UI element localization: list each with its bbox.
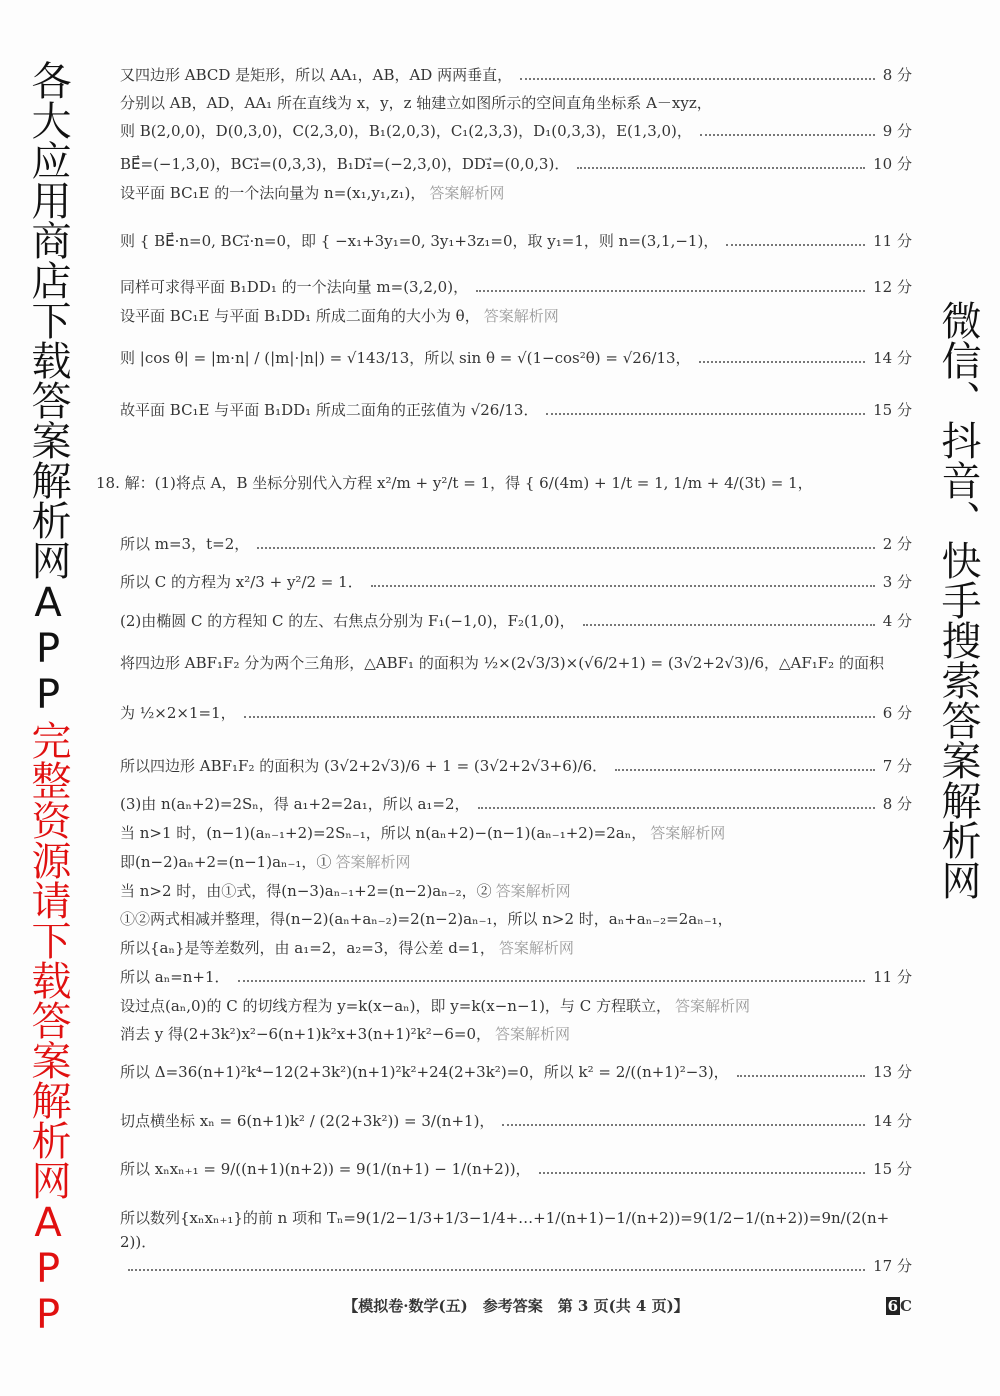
line-text: 18. 解：(1)将点 A，B 坐标分别代入方程 x²/m + y²/t = 1，得 { 6/(4m) + 1/t = 1, 1/m + 4/(3t) = 1，	[96, 474, 813, 492]
dot-leader	[502, 1109, 865, 1126]
answer-line	[120, 609, 912, 651]
answer-line	[120, 275, 912, 304]
dot-leader	[238, 965, 866, 982]
answer-line	[120, 1109, 912, 1157]
answer-line	[120, 821, 912, 850]
answer-line	[120, 907, 912, 936]
answer-line	[120, 398, 912, 471]
answer-line	[120, 792, 912, 821]
answer-line	[120, 1060, 912, 1109]
dot-leader	[371, 570, 875, 587]
answer-line	[120, 936, 912, 965]
line-text: 同样可求得平面 B₁DD₁ 的一个法向量 m=(3,2,0)，	[120, 278, 469, 296]
answer-line	[120, 91, 912, 119]
line-text: 所以{aₙ}是等差数列，由 a₁=2，a₂=3，得公差 d=1，	[120, 939, 495, 957]
answer-line	[120, 1157, 912, 1206]
line-watermark-note: 答案解析网	[674, 997, 750, 1015]
answer-line	[120, 304, 912, 346]
line-text: 所以四边形 ABF₁F₂ 的面积为 (3√2+2√3)/6 + 1 = (3√2+2√3+6)/6．	[120, 757, 608, 775]
score-label: 12 分	[873, 278, 912, 296]
line-text: 为 ½×2×1=1，	[120, 704, 236, 722]
line-text: ①②两式相减并整理，得(n−2)(aₙ+aₙ₋₂)=2(n−2)aₙ₋₁，所以 n>2 时，aₙ+aₙ₋₂=2aₙ₋₁，	[120, 910, 733, 928]
score-label: 15 分	[873, 401, 912, 419]
dot-leader	[615, 754, 875, 771]
answer-line	[120, 754, 912, 792]
line-text: 所以 Δ=36(n+1)²k⁴−12(2+3k²)(n+1)²k²+24(2+3k²)=0，所以 k² = 2/((n+1)²−3)，	[120, 1063, 729, 1081]
dot-leader	[737, 1060, 865, 1077]
score-label: 2 分	[882, 535, 912, 553]
answer-line	[120, 152, 912, 181]
watermark: 完整资源请下载答案解析网APP	[25, 720, 71, 1338]
score-label: 17 分	[873, 1257, 912, 1275]
line-text: 所以 xₙxₙ₊₁ = 9/((n+1)(n+2)) = 9(1/(n+1) − 1/(n+2))，	[120, 1160, 531, 1178]
line-watermark-note: 答案解析网	[335, 853, 411, 871]
line-text: 则 |cos θ| = |m·n| / (|m|·|n|) = √143/13，所以 sin θ = √(1−cos²θ) = √26/13，	[120, 349, 691, 367]
answer-line	[120, 119, 912, 152]
dot-leader	[478, 792, 875, 809]
score-label: 9 分	[882, 122, 912, 140]
line-watermark-note: 答案解析网	[498, 939, 574, 957]
line-text: 消去 y 得(2+3k²)x²−6(n+1)k²x+3(n+1)²k²−6=0，	[120, 1025, 492, 1043]
score-label: 14 分	[873, 1112, 912, 1130]
watermark: 各大应用商店下载答案解析网APP	[25, 60, 71, 718]
line-text: 设平面 BC₁E 与平面 B₁DD₁ 所成二面角的大小为 θ，	[120, 307, 480, 325]
line-watermark-note: 答案解析网	[495, 1025, 571, 1043]
dot-leader	[520, 63, 875, 80]
line-text: 所以 C 的方程为 x²/3 + y²/2 = 1．	[120, 573, 363, 591]
answer-line	[96, 471, 912, 532]
score-label: 10 分	[873, 155, 912, 173]
answer-line	[120, 965, 912, 994]
dot-leader	[700, 119, 875, 136]
score-label: 7 分	[882, 757, 912, 775]
answer-line	[120, 532, 912, 570]
line-watermark-note: 答案解析网	[650, 824, 726, 842]
line-text: 则 { BE⃗·n=0, BC₁⃗·n=0，即 { −x₁+3y₁=0, 3y₁+3z₁=0，取 y₁=1，则 n=(3,1,−1)，	[120, 232, 719, 250]
line-text: 当 n>1 时，(n−1)(aₙ₋₁+2)=2Sₙ₋₁，所以 n(aₙ+2)−(n−1)(aₙ₋₁+2)=2aₙ，	[120, 824, 647, 842]
answer-line	[120, 994, 912, 1022]
answer-line	[120, 570, 912, 609]
watermark: 微信、抖音、快手搜索答案解析网	[935, 300, 981, 900]
line-text: 故平面 BC₁E 与平面 B₁DD₁ 所成二面角的正弦值为 √26/13．	[120, 401, 539, 419]
line-text: (3)由 n(aₙ+2)=2Sₙ，得 a₁+2=2a₁，所以 a₁=2，	[120, 795, 470, 813]
line-watermark-note: 答案解析网	[495, 882, 571, 900]
line-text: 当 n>2 时，由①式，得(n−3)aₙ₋₁+2=(n−2)aₙ₋₂，②	[120, 882, 492, 900]
page-footer: 【模拟卷·数学(五) 参考答案 第 3 页(共 4 页)】	[343, 1297, 689, 1315]
page-footer-row	[120, 1294, 912, 1318]
dot-leader	[257, 532, 874, 549]
score-label: 13 分	[873, 1063, 912, 1081]
score-label: 11 分	[873, 968, 912, 986]
line-text: 设过点(aₙ,0)的 C 的切线方程为 y=k(x−aₙ)，即 y=k(x−n−1)，与 C 方程联立，	[120, 997, 671, 1015]
answer-line	[120, 1254, 912, 1278]
score-label: 15 分	[873, 1160, 912, 1178]
line-text: (2)由椭圆 C 的方程知 C 的左、右焦点分别为 F₁(−1,0)，F₂(1,0)，	[120, 612, 575, 630]
line-text: 将四边形 ABF₁F₂ 分为两个三角形，△ABF₁ 的面积为 ½×(2√3/3)×(√6/2+1) = (3√2+2√3)/6，△AF₁F₂ 的面积	[120, 654, 884, 672]
score-label: 4 分	[882, 612, 912, 630]
answer-line	[120, 181, 912, 229]
line-text: 又四边形 ABCD 是矩形，所以 AA₁，AB，AD 两两垂直，	[120, 66, 513, 84]
line-text: 分别以 AB，AD，AA₁ 所在直线为 x，y，z 轴建立如图所示的空间直角坐标系 A－xyz，	[120, 94, 712, 112]
line-watermark-note: 答案解析网	[429, 184, 505, 202]
score-label: 8 分	[882, 66, 912, 84]
dot-leader	[577, 152, 865, 169]
answer-line	[120, 651, 912, 701]
dot-leader	[539, 1157, 866, 1174]
line-text: 设平面 BC₁E 的一个法向量为 n=(x₁,y₁,z₁)，	[120, 184, 426, 202]
score-label: 11 分	[873, 232, 912, 250]
dot-leader	[128, 1254, 865, 1271]
line-text: 则 B(2,0,0)，D(0,3,0)，C(2,3,0)，B₁(2,0,3)，C₁(2,3,3)，D₁(0,3,3)，E(1,3,0)，	[120, 122, 692, 140]
answer-line	[120, 1206, 912, 1254]
dot-leader	[244, 701, 875, 718]
line-text: 所以数列{xₙxₙ₊₁}的前 n 项和 Tₙ=9(1/2−1/3+1/3−1/4+…+1/(n+1)−1/(n+2))=9(1/2−1/(n+2))=9n/(2(n+2))．	[120, 1209, 890, 1251]
answer-line	[120, 63, 912, 91]
line-text: 所以 aₙ=n+1．	[120, 968, 230, 986]
answer-line	[120, 346, 912, 398]
line-text: 即(n−2)aₙ+2=(n−1)aₙ₋₁，①	[120, 853, 332, 871]
line-text: BE⃗=(−1,3,0)，BC₁⃗=(0,3,3)，B₁D₁⃗=(−2,3,0)，DD₁⃗=(0,0,3)．	[120, 155, 570, 173]
answer-line	[120, 229, 912, 275]
dot-leader	[699, 346, 866, 363]
edition-badge: 6 C	[887, 1297, 912, 1315]
score-label: 14 分	[873, 349, 912, 367]
answer-line	[120, 879, 912, 907]
dot-leader	[546, 398, 865, 415]
answer-line	[120, 850, 912, 879]
dot-leader	[726, 229, 865, 246]
score-label: 6 分	[882, 704, 912, 722]
answer-line	[120, 701, 912, 754]
dot-leader	[476, 275, 865, 292]
dot-leader	[583, 609, 875, 626]
line-text: 所以 m=3，t=2，	[120, 535, 250, 553]
line-watermark-note: 答案解析网	[483, 307, 559, 325]
line-text: 切点横坐标 xₙ = 6(n+1)k² / (2(2+3k²)) = 3/(n+1)，	[120, 1112, 495, 1130]
score-label: 3 分	[882, 573, 912, 591]
score-label: 8 分	[882, 795, 912, 813]
answer-line	[120, 1022, 912, 1060]
